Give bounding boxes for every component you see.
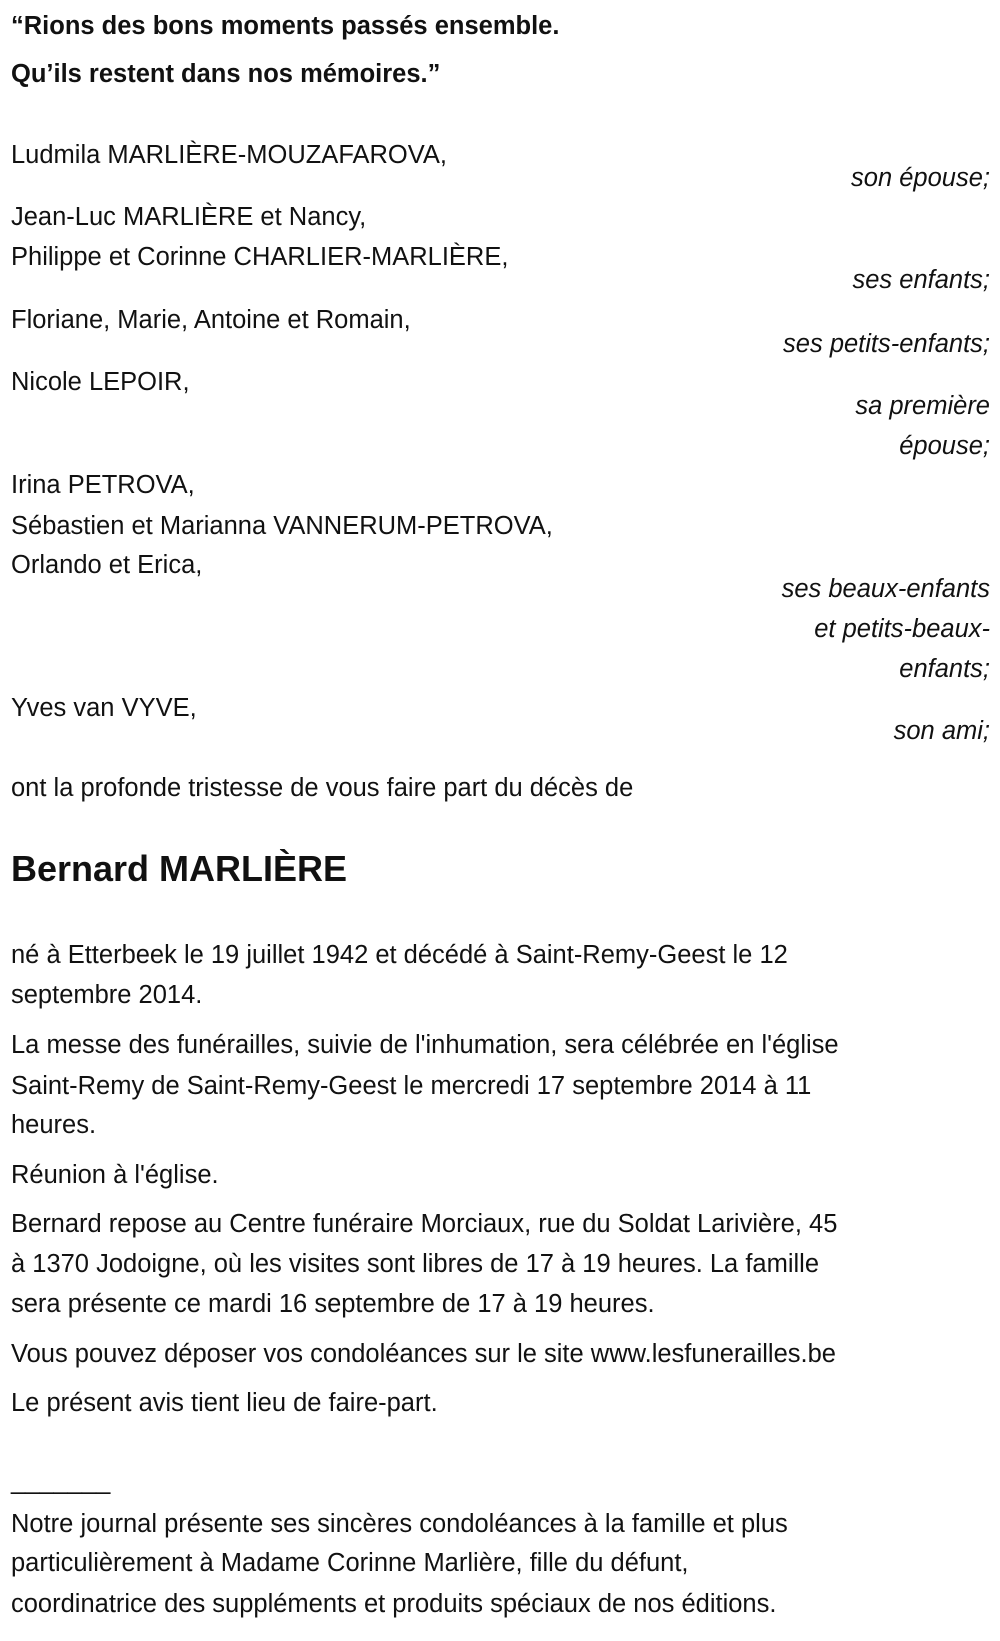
family-name: Philippe et Corinne CHARLIER-MARLIÈRE, [11,243,509,271]
family-name: Jean-Luc MARLIÈRE et Nancy, [11,203,367,231]
quote-line: “Rions des bons moments passés ensemble. [11,12,560,40]
quote-line: Qu’ils restent dans nos mémoires.” [11,60,441,88]
deceased-name: Bernard MARLIÈRE [11,848,348,889]
family-relation: enfants; [899,655,990,683]
family-relation: ses petits-enfants; [783,330,990,358]
family-relation: son ami; [893,717,990,745]
family-name: Irina PETROVA, [11,471,195,499]
paragraph-line: septembre 2014. [11,981,203,1009]
footer-line: Notre journal présente ses sincères condoléances à la famille et plus [11,1510,788,1538]
family-name: Orlando et Erica, [11,551,203,579]
paragraph-line: Saint-Remy de Saint-Remy-Geest le mercredi 17 septembre 2014 à 11 [11,1072,812,1100]
family-relation: son épouse; [851,164,990,192]
family-name: Sébastien et Marianna VANNERUM-PETROVA, [11,512,553,540]
footer-line: particulièrement à Madame Corinne Marlière, fille du défunt, [11,1549,689,1577]
family-name: Ludmila MARLIÈRE-MOUZAFAROVA, [11,141,447,169]
family-relation: épouse; [899,432,990,460]
paragraph-line: Réunion à l'église. [11,1161,219,1189]
paragraph-line: né à Etterbeek le 19 juillet 1942 et décédé à Saint-Remy-Geest le 12 [11,941,788,969]
family-relation: sa première [855,392,990,420]
paragraph-line: sera présente ce mardi 16 septembre de 17 à 19 heures. [11,1290,655,1318]
paragraph-line: Le présent avis tient lieu de faire-part. [11,1389,438,1417]
footer-line: coordinatrice des suppléments et produits spéciaux de nos éditions. [11,1590,777,1618]
family-name: Nicole LEPOIR, [11,368,190,396]
family-relation: et petits-beaux- [814,615,990,643]
family-name: Floriane, Marie, Antoine et Romain, [11,306,411,334]
condolence-site-line: Vous pouvez déposer vos condoléances sur le site www.lesfunerailles.be [11,1340,836,1368]
paragraph-line: heures. [11,1111,97,1139]
paragraph-line: La messe des funérailles, suivie de l'inhumation, sera célébrée en l'église [11,1031,839,1059]
family-relation: ses beaux-enfants [781,575,990,603]
separator: _______ [11,1467,111,1495]
paragraph-line: Bernard repose au Centre funéraire Morciaux, rue du Soldat Larivière, 45 [11,1210,838,1238]
announcement: ont la profonde tristesse de vous faire part du décès de [11,774,634,802]
family-name: Yves van VYVE, [11,694,197,722]
paragraph-line: à 1370 Jodoigne, où les visites sont libres de 17 à 19 heures. La famille [11,1250,820,1278]
family-relation: ses enfants; [852,266,990,294]
